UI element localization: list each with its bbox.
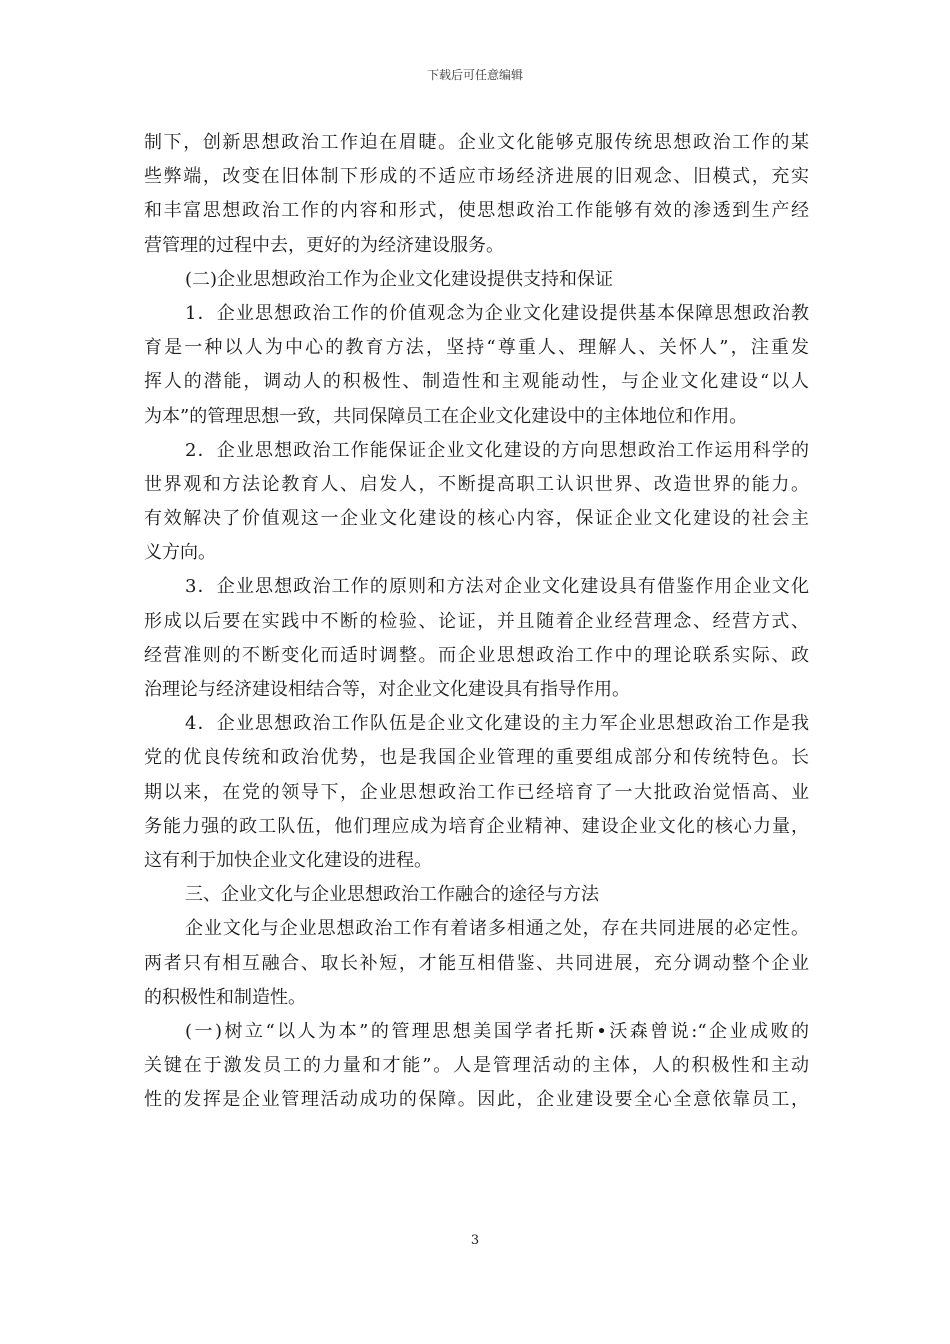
text-line: (一)树立“以人为本”的管理思想美国学者托斯•沃森曾说:“企业成败的 (185, 1020, 809, 1042)
text-line: 的积极性和制造性。 (144, 986, 306, 1008)
text-line: 4．企业思想政治工作队伍是企业文化建设的主力军企业思想政治工作是我 (185, 713, 809, 735)
text-line: 两者只有相互融合、取长补短，才能互相借鉴、共同进展，充分调动整个企业 (144, 952, 809, 974)
text-line: 2．企业思想政治工作能保证企业文化建设的方向思想政治工作运用科学的 (185, 439, 809, 461)
text-line: 制下，创新思想政治工作迫在眉睫。企业文化能够克服传统思想政治工作的某 (144, 132, 809, 153)
text-line: 和丰富思想政治工作的内容和形式，使思想政治工作能够有效的渗透到生产经 (144, 200, 809, 222)
text-line: 挥人的潜能，调动人的积极性、制造性和主观能动性，与企业文化建设“以人 (144, 371, 809, 393)
text-line: 治理论与经济建设相结合等，对企业文化建设具有指导作用。 (144, 679, 630, 700)
text-line: 务能力强的政工队伍，他们理应成为培育企业精神、建设企业文化的核心力量， (144, 815, 809, 837)
text-line: 3．企业思想政治工作的原则和方法对企业文化建设具有借鉴作用企业文化 (185, 576, 809, 598)
text-line: 期以来，在党的领导下，企业思想政治工作已经培育了一大批政治觉悟高、业 (144, 781, 809, 803)
text-line: 世界观和方法论教育人、启发人，不断提高职工认识世界、改造世界的能力。 (144, 473, 809, 495)
text-line: 义方向。 (144, 542, 216, 564)
text-line: 育是一种以人为中心的教育方法，坚持“尊重人、理解人、关怀人”，注重发 (144, 337, 809, 359)
section-heading: (二)企业思想政治工作为企业文化建设提供支持和保证 (185, 268, 614, 290)
text-line: 性的发挥是企业管理活动成功的保障。因此，企业建设要全心全意依靠员工， (144, 1089, 809, 1111)
text-line: 为本”的管理思想一致，共同保障员工在企业文化建设中的主体地位和作用。 (144, 405, 748, 427)
text-line: 营管理的过程中去，更好的为经济建设服务。 (144, 234, 504, 256)
page-header: 下载后可任意编辑 (426, 68, 523, 82)
text-line: 经营准则的不断变化而适时调整。而企业思想政治工作中的理论联系实际、政 (144, 644, 809, 666)
text-line: 1．企业思想政治工作的价值观念为企业文化建设提供基本保障思想政治教 (185, 302, 809, 324)
text-line: 些弊端，改变在旧体制下形成的不适应市场经济进展的旧观念、旧模式，充实 (144, 166, 809, 188)
page-number: 3 (470, 1233, 480, 1248)
text-line: 有效解决了价值观这一企业文化建设的核心内容，保证企业文化建设的社会主 (144, 508, 809, 530)
section-heading: 三、企业文化与企业思想政治工作融合的途径与方法 (185, 884, 599, 906)
document-body (144, 126, 809, 1117)
text-line: 这有利于加快企业文化建设的进程。 (144, 849, 432, 871)
text-line: 关键在于激发员工的力量和才能”。人是管理活动的主体，人的积极性和主动 (144, 1055, 809, 1077)
text-line: 企业文化与企业思想政治工作有着诸多相通之处，存在共同进展的必定性。 (185, 918, 809, 940)
text-line: 形成以后要在实践中不断的检验、论证，并且随着企业经营理念、经营方式、 (144, 610, 809, 632)
text-line: 党的优良传统和政治优势，也是我国企业管理的重要组成部分和传统特色。长 (144, 747, 809, 769)
